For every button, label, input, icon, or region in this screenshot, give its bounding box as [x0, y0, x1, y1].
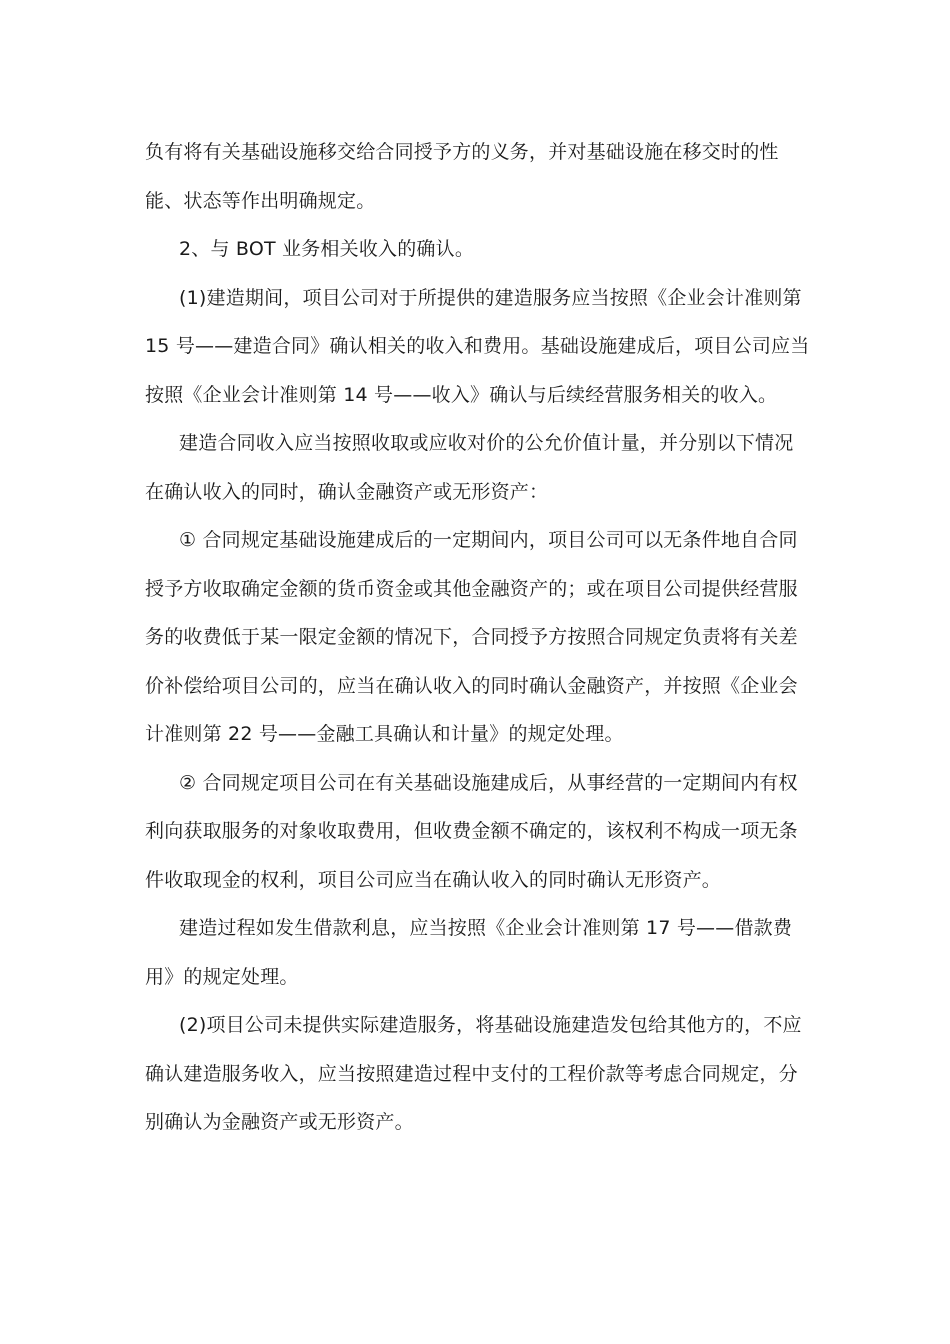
- text-line: ① 合同规定基础设施建成后的一定期间内，项目公司可以无条件地自合同: [179, 529, 798, 551]
- text-line: (1)建造期间，项目公司对于所提供的建造服务应当按照《企业会计准则第: [179, 286, 802, 309]
- text-line: 确认建造服务收入，应当按照建造过程中支付的工程价款等考虑合同规定，分: [145, 1062, 798, 1085]
- text-line: 务的收费低于某一限定金额的情况下，合同授予方按照合同规定负责将有关差: [145, 626, 798, 648]
- text-line: 利向获取服务的对象收取费用，但收费金额不确定的，该权利不构成一项无条: [145, 820, 798, 842]
- text-line: 按照《企业会计准则第 14 号——收入》确认与后续经营服务相关的收入。: [145, 383, 778, 406]
- document-body: [145, 133, 813, 1152]
- text-line: 在确认收入的同时，确认金融资产或无形资产：: [145, 480, 549, 503]
- text-line: 用》的规定处理。: [145, 965, 299, 988]
- text-line: 能、状态等作出明确规定。: [145, 189, 376, 212]
- text-line: 别确认为金融资产或无形资产。: [145, 1111, 414, 1133]
- text-line: 15 号——建造合同》确认相关的收入和费用。基础设施建成后，项目公司应当: [145, 335, 810, 357]
- text-line: 授予方收取确定金额的货币资金或其他金融资产的；或在项目公司提供经营服: [145, 577, 798, 600]
- text-line: 建造合同收入应当按照收取或应收对价的公允价值计量，并分别以下情况: [179, 432, 794, 454]
- text-line: ② 合同规定项目公司在有关基础设施建成后，从事经营的一定期间内有权: [179, 771, 798, 794]
- section-heading: 2、与 BOT 业务相关收入的确认。: [179, 238, 475, 260]
- text-line: 计准则第 22 号——金融工具确认和计量》的规定处理。: [145, 723, 624, 745]
- text-line: 负有将有关基础设施移交给合同授予方的义务，并对基础设施在移交时的性: [145, 141, 779, 163]
- text-line: (2)项目公司未提供实际建造服务，将基础设施建造发包给其他方的，不应: [179, 1014, 802, 1036]
- text-line: 建造过程如发生借款利息，应当按照《企业会计准则第 17 号——借款费: [179, 917, 793, 939]
- text-line: 价补偿给项目公司的，应当在确认收入的同时确认金融资产，并按照《企业会: [145, 674, 798, 697]
- text-line: 件收取现金的权利，项目公司应当在确认收入的同时确认无形资产。: [145, 868, 722, 891]
